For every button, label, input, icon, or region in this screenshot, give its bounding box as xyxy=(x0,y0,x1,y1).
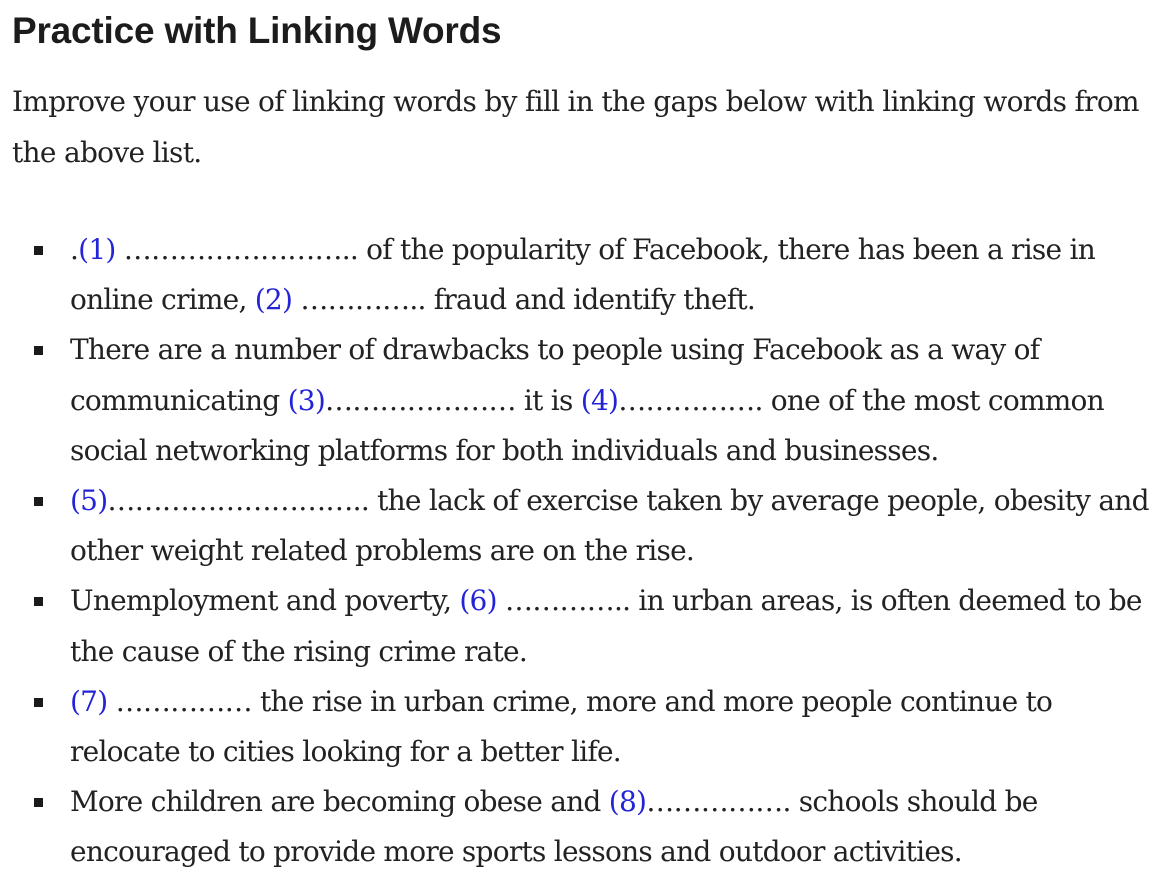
bullet-icon xyxy=(34,497,43,506)
gap-number: (1) xyxy=(78,233,116,266)
item-text: ………………… it is xyxy=(325,383,581,417)
bullet-icon xyxy=(34,798,43,807)
bullet-icon xyxy=(34,597,43,606)
exercise-item-4 xyxy=(0,576,1176,676)
exercise-item-1 xyxy=(0,225,1176,325)
item-text: There are a number of drawbacks to people using Facebook as a way of communicating xyxy=(70,333,1040,417)
item-text: . xyxy=(70,233,79,266)
page-title: Practice with Linking Words xyxy=(12,10,502,51)
gap-number: (7) xyxy=(70,684,108,718)
bullet-icon xyxy=(34,698,43,707)
item-text: Unemployment and poverty, xyxy=(70,584,460,618)
item-text: ………….. in urban areas, is often deemed to be the cause of the rising crime rate. xyxy=(70,584,1142,668)
item-text: ……………. one of the most common social networking platforms for both individuals and businesses. xyxy=(70,383,1104,467)
item-text: ……………. schools should be encouraged to provide more sports lessons and outdoor activities. xyxy=(70,785,1038,869)
exercise-item-3 xyxy=(0,476,1176,576)
gap-number: (2) xyxy=(254,283,293,317)
exercise-item-5 xyxy=(0,677,1176,777)
exercise-list xyxy=(0,225,1176,878)
gap-number: (6) xyxy=(459,584,497,618)
item-text: …………… the rise in urban crime, more and more people continue to relocate to cities looking for a better life. xyxy=(70,684,1053,769)
bullet-icon xyxy=(34,246,43,255)
gap-number: (4) xyxy=(580,383,619,417)
item-text: …………………….. of the popularity of Facebook, there has been a rise in online crime, xyxy=(70,233,1095,317)
exercise-item-2 xyxy=(0,325,1176,476)
gap-number: (5) xyxy=(70,484,108,518)
item-text: More children are becoming obese and xyxy=(70,785,609,819)
item-text: ………….. fraud and identify theft. xyxy=(292,283,756,317)
bullet-icon xyxy=(34,346,43,355)
gap-number: (8) xyxy=(608,785,647,819)
gap-number: (3) xyxy=(287,383,326,417)
item-text: ……………………….. the lack of exercise taken by average people, obesity and other weight related problems are on the rise. xyxy=(70,484,1149,568)
exercise-item-6 xyxy=(0,777,1176,877)
intro-paragraph: Improve your use of linking words by fill in the gaps below with linking words from the above list. xyxy=(12,85,1139,169)
